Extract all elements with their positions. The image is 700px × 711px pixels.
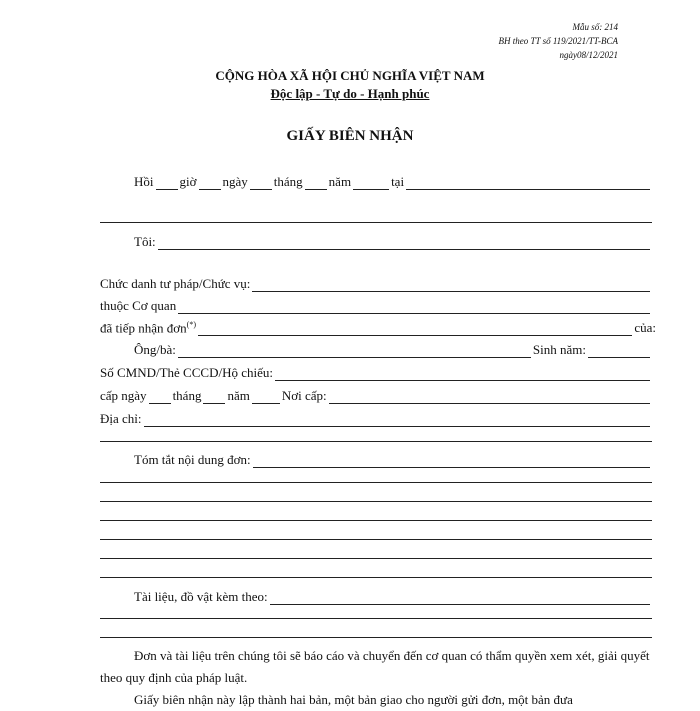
issued-day-field[interactable] xyxy=(149,390,171,404)
year-label: năm xyxy=(328,174,352,189)
day-field[interactable] xyxy=(250,176,272,190)
position-label: Chức danh tư pháp/Chức vụ: xyxy=(100,276,251,291)
document-title: GIẤY BIÊN NHẬN xyxy=(286,128,414,144)
address-field-continued[interactable] xyxy=(100,441,652,442)
summary-line[interactable] xyxy=(100,520,652,521)
issued-month-label: tháng xyxy=(172,388,202,403)
of-label: của: xyxy=(634,320,656,335)
position-field[interactable] xyxy=(252,278,650,292)
place-field-continued[interactable] xyxy=(100,222,652,223)
nation-motto: Độc lập - Tự do - Hạnh phúc xyxy=(270,86,430,101)
issued-year-label: năm xyxy=(227,388,250,403)
day-label: ngày xyxy=(222,174,248,189)
month-field[interactable] xyxy=(305,176,327,190)
summary-line[interactable] xyxy=(100,577,652,578)
id-row xyxy=(100,363,652,381)
summary-line[interactable] xyxy=(100,539,652,540)
address-label: Địa chỉ: xyxy=(100,411,142,426)
address-field[interactable] xyxy=(144,413,650,427)
id-field[interactable] xyxy=(275,367,650,381)
summary-label: Tóm tắt nội dung đơn: xyxy=(134,452,251,467)
agency-label: thuộc Cơ quan xyxy=(100,298,177,313)
position-row xyxy=(100,274,652,292)
issued-place-field[interactable] xyxy=(329,390,650,404)
attachments-line[interactable] xyxy=(100,618,652,619)
form-reference: BH theo TT số 119/2021/TT-BCA xyxy=(498,36,618,46)
form-code: Mẫu số: 214 xyxy=(572,22,618,32)
id-label: Số CMND/Thẻ CCCD/Hộ chiếu: xyxy=(100,365,273,380)
form-code-block xyxy=(498,20,618,62)
toi-row xyxy=(134,232,652,250)
summary-row xyxy=(134,450,652,468)
received-field[interactable] xyxy=(198,322,632,336)
issued-year-field[interactable] xyxy=(252,390,280,404)
person-field[interactable] xyxy=(178,344,531,358)
minute-label: giờ xyxy=(179,174,197,189)
summary-line[interactable] xyxy=(100,501,652,502)
issued-day-label: cấp ngày xyxy=(100,388,147,403)
hour-field[interactable] xyxy=(156,176,178,190)
summary-line[interactable] xyxy=(100,482,652,483)
issued-row xyxy=(100,386,652,404)
year-field[interactable] xyxy=(353,176,389,190)
received-note: (*) xyxy=(186,319,196,329)
agency-field[interactable] xyxy=(178,300,650,314)
attachments-label: Tài liệu, đồ vật kèm theo: xyxy=(134,589,268,604)
form-date: ngày08/12/2021 xyxy=(559,50,618,60)
agency-row xyxy=(100,296,652,314)
issued-place-label: Nơi cấp: xyxy=(281,388,327,403)
paragraph-report: Đơn và tài liệu trên chúng tôi sẽ báo cáo và chuyển đến cơ quan có thẩm quyền xem xét, giải quyết theo quy định của pháp luật. xyxy=(100,648,650,685)
paragraph-copies: Giấy biên nhận này lập thành hai bản, một bản giao cho người gửi đơn, một bản đưa xyxy=(134,692,573,707)
toi-field[interactable] xyxy=(158,236,650,250)
toi-label: Tôi: xyxy=(134,234,156,249)
month-label: tháng xyxy=(273,174,303,189)
person-row xyxy=(134,340,652,358)
issued-month-field[interactable] xyxy=(203,390,225,404)
address-row xyxy=(100,409,652,427)
birth-year-label: Sinh năm: xyxy=(532,342,586,357)
received-row xyxy=(100,318,656,336)
hour-label: Hồi xyxy=(134,174,154,189)
attachments-field[interactable] xyxy=(270,591,650,605)
minute-field[interactable] xyxy=(199,176,221,190)
time-place-row xyxy=(134,172,652,190)
person-label: Ông/bà: xyxy=(134,342,176,357)
nation-title: CỘNG HÒA XÃ HỘI CHỦ NGHĨA VIỆT NAM xyxy=(215,68,485,83)
attachments-line[interactable] xyxy=(100,637,652,638)
place-label: tại xyxy=(391,174,405,189)
birth-year-field[interactable] xyxy=(588,344,650,358)
place-field[interactable] xyxy=(406,176,650,190)
received-label: đã tiếp nhận đơn(*) xyxy=(100,319,196,335)
summary-field[interactable] xyxy=(253,454,650,468)
attachments-row xyxy=(134,587,652,605)
summary-line[interactable] xyxy=(100,558,652,559)
